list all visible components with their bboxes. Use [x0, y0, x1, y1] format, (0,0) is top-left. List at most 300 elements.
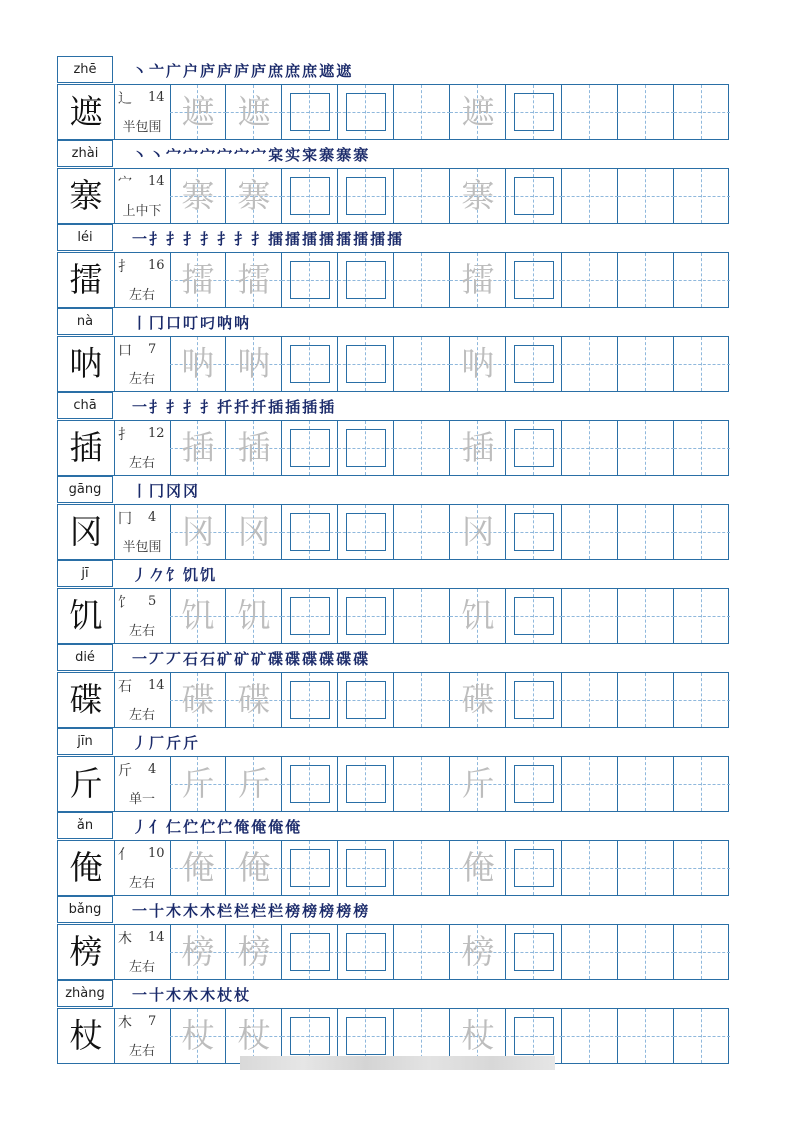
practice-cell[interactable]: [282, 505, 338, 559]
practice-cell[interactable]: [226, 169, 282, 223]
stroke-step: 杖: [234, 986, 251, 1004]
practice-cell[interactable]: [674, 337, 730, 391]
practice-cell[interactable]: [170, 169, 226, 223]
practice-cell[interactable]: [226, 505, 282, 559]
practice-cell[interactable]: [394, 169, 450, 223]
practice-cell[interactable]: [170, 589, 226, 643]
radical-label: 冂: [118, 511, 132, 527]
stroke-step: 插: [285, 398, 302, 416]
stroke-step: 一: [132, 986, 149, 1004]
inner-writing-box: [290, 261, 330, 299]
practice-cell[interactable]: [450, 505, 506, 559]
stroke-step: 庶: [268, 62, 285, 80]
practice-cell[interactable]: [618, 253, 674, 307]
model-character: 榜: [58, 925, 115, 979]
practice-cell[interactable]: [674, 673, 730, 727]
practice-cell[interactable]: [282, 253, 338, 307]
practice-row: [57, 420, 729, 476]
practice-cell[interactable]: [170, 421, 226, 475]
radical-label: 扌: [118, 427, 132, 443]
practice-row: [57, 840, 729, 896]
practice-cell[interactable]: [170, 253, 226, 307]
practice-cell[interactable]: [170, 337, 226, 391]
practice-cell[interactable]: [170, 673, 226, 727]
trace-character: 斤: [181, 764, 215, 803]
model-character: 呐: [58, 337, 115, 391]
stroke-step: 一: [132, 902, 149, 920]
practice-cell[interactable]: [562, 673, 618, 727]
stroke-step: 一: [132, 230, 149, 248]
practice-cell[interactable]: [394, 925, 450, 979]
practice-cell[interactable]: [618, 337, 674, 391]
practice-cell[interactable]: [450, 85, 506, 139]
pinyin-label: zhàng: [57, 980, 113, 1007]
stroke-step: 杖: [217, 986, 234, 1004]
practice-cell[interactable]: [618, 505, 674, 559]
stroke-step: 扌: [217, 230, 234, 248]
stroke-step: 庐: [217, 62, 234, 80]
trace-character: 遮: [181, 92, 215, 131]
practice-cell[interactable]: [282, 841, 338, 895]
practice-row: [57, 588, 729, 644]
practice-row: [57, 672, 729, 728]
practice-cell[interactable]: [450, 337, 506, 391]
character-info: [114, 1009, 171, 1063]
practice-cell[interactable]: [450, 421, 506, 475]
stroke-step: 扌: [183, 398, 200, 416]
practice-cell[interactable]: [674, 925, 730, 979]
stroke-step: 亠: [149, 62, 166, 80]
practice-cell[interactable]: [338, 841, 394, 895]
inner-writing-box: [514, 177, 554, 215]
practice-cell[interactable]: [450, 253, 506, 307]
stroke-step: 扌: [149, 230, 166, 248]
stroke-order-sequence: [132, 312, 251, 334]
model-character: 插: [58, 421, 115, 475]
practice-cell[interactable]: [562, 925, 618, 979]
model-character: 斤: [58, 757, 115, 811]
practice-cell[interactable]: [394, 589, 450, 643]
stroke-step: 遮: [319, 62, 336, 80]
practice-cell[interactable]: [282, 169, 338, 223]
inner-writing-box: [346, 933, 386, 971]
stroke-step: 木: [166, 986, 183, 1004]
stroke-step: 扌: [166, 398, 183, 416]
practice-cell[interactable]: [282, 421, 338, 475]
practice-cell[interactable]: [450, 1009, 506, 1063]
pinyin-label: dié: [57, 644, 113, 671]
practice-cell[interactable]: [506, 841, 562, 895]
trace-character: 斤: [237, 764, 271, 803]
trace-character: 冈: [461, 512, 495, 551]
trace-character: 俺: [237, 848, 271, 887]
inner-writing-box: [346, 849, 386, 887]
practice-cell[interactable]: [450, 673, 506, 727]
inner-writing-box: [290, 849, 330, 887]
practice-cell[interactable]: [338, 337, 394, 391]
stroke-step: 擂: [387, 230, 404, 248]
practice-cell[interactable]: [618, 673, 674, 727]
inner-writing-box: [290, 177, 330, 215]
practice-cell[interactable]: [394, 421, 450, 475]
practice-cell[interactable]: [170, 757, 226, 811]
radical-label: 扌: [118, 259, 132, 275]
inner-writing-box: [514, 597, 554, 635]
trace-character: 饥: [181, 596, 215, 635]
stroke-order-sequence: [132, 732, 200, 754]
stroke-step: 宀: [234, 146, 251, 164]
stroke-step: 冈: [183, 482, 200, 500]
inner-writing-box: [346, 345, 386, 383]
inner-writing-box: [346, 429, 386, 467]
practice-cell[interactable]: [226, 841, 282, 895]
practice-cell[interactable]: [618, 925, 674, 979]
practice-cell[interactable]: [562, 505, 618, 559]
stroke-step: 扌: [200, 398, 217, 416]
practice-cell[interactable]: [282, 925, 338, 979]
trace-character: 插: [461, 428, 495, 467]
stroke-step: 冂: [149, 314, 166, 332]
character-entry: [57, 728, 729, 812]
structure-label: 左右: [128, 708, 155, 723]
pinyin-label: léi: [57, 224, 113, 251]
structure-label: 左右: [128, 456, 155, 471]
stroke-step: 庶: [302, 62, 319, 80]
stroke-step: 碟: [353, 650, 370, 668]
practice-cell[interactable]: [618, 421, 674, 475]
stroke-step: 栏: [268, 902, 285, 920]
stroke-count: 14: [148, 174, 165, 189]
inner-writing-box: [514, 513, 554, 551]
practice-cell[interactable]: [674, 505, 730, 559]
model-character: 冈: [58, 505, 115, 559]
practice-cell[interactable]: [282, 85, 338, 139]
character-entry: [57, 644, 729, 728]
stroke-order-sequence: [132, 816, 302, 838]
practice-cell[interactable]: [394, 337, 450, 391]
stroke-order-sequence: [132, 648, 370, 670]
trace-character: 碟: [181, 680, 215, 719]
inner-writing-box: [514, 765, 554, 803]
practice-row: [57, 84, 729, 140]
trace-character: 斤: [461, 764, 495, 803]
practice-cell[interactable]: [674, 253, 730, 307]
character-info: [114, 673, 171, 727]
stroke-step: 扌: [166, 230, 183, 248]
practice-cell[interactable]: [674, 1009, 730, 1063]
stroke-step: 宀: [166, 146, 183, 164]
practice-cell[interactable]: [282, 589, 338, 643]
trace-character: 碟: [461, 680, 495, 719]
stroke-step: 扌: [183, 230, 200, 248]
stroke-step: 一: [132, 650, 149, 668]
practice-cell[interactable]: [618, 841, 674, 895]
trace-character: 榜: [461, 932, 495, 971]
trace-character: 擂: [237, 260, 271, 299]
inner-writing-box: [514, 261, 554, 299]
stroke-step: 丶: [132, 62, 149, 80]
inner-writing-box: [514, 93, 554, 131]
stroke-step: 宀: [200, 146, 217, 164]
stroke-step: 丿: [132, 734, 149, 752]
practice-cell[interactable]: [282, 673, 338, 727]
inner-writing-box: [514, 933, 554, 971]
inner-writing-box: [514, 681, 554, 719]
stroke-step: 实: [285, 146, 302, 164]
inner-writing-box: [290, 345, 330, 383]
footer-watermark-blurred: [240, 1056, 555, 1070]
practice-cell[interactable]: [282, 757, 338, 811]
practice-cell[interactable]: [170, 85, 226, 139]
practice-cell[interactable]: [282, 337, 338, 391]
practice-cell[interactable]: [674, 589, 730, 643]
practice-cell[interactable]: [618, 85, 674, 139]
pinyin-label: jī: [57, 560, 113, 587]
stroke-step: 寨: [319, 146, 336, 164]
practice-cell[interactable]: [226, 85, 282, 139]
practice-cell[interactable]: [450, 925, 506, 979]
model-character: 擂: [58, 253, 115, 307]
trace-character: 杖: [237, 1016, 271, 1055]
practice-cell[interactable]: [394, 85, 450, 139]
structure-label: 左右: [128, 1044, 155, 1059]
stroke-step: 广: [166, 62, 183, 80]
pinyin-label: zhài: [57, 140, 113, 167]
character-entry: [57, 476, 729, 560]
trace-character: 杖: [461, 1016, 495, 1055]
stroke-step: 矿: [234, 650, 251, 668]
stroke-step: 十: [149, 902, 166, 920]
practice-cell[interactable]: [170, 925, 226, 979]
practice-cell[interactable]: [170, 505, 226, 559]
pinyin-label: chā: [57, 392, 113, 419]
stroke-step: 𠂊: [149, 566, 166, 584]
practice-cell[interactable]: [338, 169, 394, 223]
practice-cell[interactable]: [450, 757, 506, 811]
pinyin-label: gāng: [57, 476, 113, 503]
practice-cell[interactable]: [506, 337, 562, 391]
trace-character: 呐: [461, 344, 495, 383]
stroke-count: 10: [148, 846, 165, 861]
practice-cell[interactable]: [226, 589, 282, 643]
practice-cell[interactable]: [506, 85, 562, 139]
practice-cell[interactable]: [226, 337, 282, 391]
practice-cell[interactable]: [506, 505, 562, 559]
trace-character: 榜: [181, 932, 215, 971]
trace-character: 擂: [181, 260, 215, 299]
practice-cell[interactable]: [506, 925, 562, 979]
practice-cell[interactable]: [450, 169, 506, 223]
stroke-step: 冈: [166, 482, 183, 500]
practice-cell[interactable]: [674, 841, 730, 895]
radical-label: 斤: [118, 763, 132, 779]
practice-cell[interactable]: [674, 757, 730, 811]
stroke-step: 木: [200, 986, 217, 1004]
stroke-step: 扦: [251, 398, 268, 416]
stroke-step: 榜: [302, 902, 319, 920]
stroke-step: 擂: [319, 230, 336, 248]
character-entry: [57, 980, 729, 1064]
practice-cell[interactable]: [562, 253, 618, 307]
practice-cell[interactable]: [338, 253, 394, 307]
stroke-step: 丆: [166, 650, 183, 668]
practice-cell[interactable]: [338, 757, 394, 811]
practice-cell[interactable]: [674, 169, 730, 223]
practice-cell[interactable]: [450, 841, 506, 895]
practice-cell[interactable]: [618, 169, 674, 223]
practice-cell[interactable]: [394, 505, 450, 559]
stroke-count: 14: [148, 930, 165, 945]
pinyin-label: nà: [57, 308, 113, 335]
character-info: [114, 85, 171, 139]
inner-writing-box: [290, 429, 330, 467]
stroke-step: 俺: [234, 818, 251, 836]
practice-cell[interactable]: [562, 85, 618, 139]
stroke-step: 宀: [217, 146, 234, 164]
character-entry: [57, 56, 729, 140]
practice-cell[interactable]: [562, 757, 618, 811]
stroke-step: 丆: [149, 650, 166, 668]
practice-cell[interactable]: [506, 253, 562, 307]
character-entry: [57, 392, 729, 476]
practice-cell[interactable]: [562, 589, 618, 643]
radical-label: 木: [118, 1015, 132, 1031]
stroke-step: 伫: [217, 818, 234, 836]
stroke-step: 插: [268, 398, 285, 416]
practice-cell[interactable]: [506, 757, 562, 811]
inner-writing-box: [514, 849, 554, 887]
stroke-step: 石: [200, 650, 217, 668]
practice-cell[interactable]: [506, 1009, 562, 1063]
stroke-step: 木: [166, 902, 183, 920]
character-entry: [57, 308, 729, 392]
stroke-step: 丶: [149, 146, 166, 164]
practice-cell[interactable]: [394, 757, 450, 811]
stroke-step: 宷: [302, 146, 319, 164]
structure-label: 半包围: [122, 540, 162, 555]
practice-cell[interactable]: [338, 85, 394, 139]
stroke-step: 宀: [183, 146, 200, 164]
stroke-step: 庐: [234, 62, 251, 80]
practice-cell[interactable]: [226, 253, 282, 307]
character-entry: [57, 896, 729, 980]
stroke-step: 呐: [217, 314, 234, 332]
practice-cell[interactable]: [394, 253, 450, 307]
stroke-step: 碟: [285, 650, 302, 668]
stroke-step: 扦: [234, 398, 251, 416]
stroke-step: 宲: [268, 146, 285, 164]
practice-cell[interactable]: [674, 421, 730, 475]
stroke-order-sequence: [132, 900, 370, 922]
stroke-order-sequence: [132, 480, 200, 502]
stroke-step: 寨: [353, 146, 370, 164]
practice-cell[interactable]: [618, 1009, 674, 1063]
pinyin-label: ǎn: [57, 812, 113, 839]
practice-cell[interactable]: [170, 841, 226, 895]
practice-cell[interactable]: [338, 589, 394, 643]
practice-cell[interactable]: [394, 673, 450, 727]
practice-cell[interactable]: [226, 421, 282, 475]
trace-character: 呐: [237, 344, 271, 383]
character-info: [114, 841, 171, 895]
stroke-step: 口: [166, 314, 183, 332]
practice-cell[interactable]: [226, 925, 282, 979]
practice-cell[interactable]: [338, 673, 394, 727]
practice-cell[interactable]: [562, 841, 618, 895]
trace-character: 遮: [461, 92, 495, 131]
practice-cell[interactable]: [562, 421, 618, 475]
practice-cell[interactable]: [338, 925, 394, 979]
stroke-count: 5: [148, 594, 157, 609]
practice-cell[interactable]: [282, 1009, 338, 1063]
stroke-order-sequence: [132, 396, 336, 418]
stroke-step: 榜: [285, 902, 302, 920]
structure-label: 左右: [128, 960, 155, 975]
stroke-order-sequence: [132, 984, 251, 1006]
practice-cell[interactable]: [450, 589, 506, 643]
character-entry: [57, 224, 729, 308]
inner-writing-box: [346, 261, 386, 299]
stroke-step: 木: [183, 902, 200, 920]
stroke-step: 扌: [234, 230, 251, 248]
stroke-step: 斤: [183, 734, 200, 752]
stroke-step: 仁: [166, 818, 183, 836]
stroke-step: 扌: [149, 398, 166, 416]
practice-cell[interactable]: [562, 337, 618, 391]
practice-cell[interactable]: [226, 1009, 282, 1063]
stroke-count: 14: [148, 678, 165, 693]
stroke-step: 擂: [285, 230, 302, 248]
practice-cell[interactable]: [674, 85, 730, 139]
stroke-step: 饥: [183, 566, 200, 584]
stroke-step: 俺: [268, 818, 285, 836]
stroke-step: 擂: [302, 230, 319, 248]
practice-cell[interactable]: [226, 757, 282, 811]
practice-cell[interactable]: [618, 757, 674, 811]
trace-character: 榜: [237, 932, 271, 971]
radical-label: 饣: [118, 595, 132, 611]
stroke-count: 4: [148, 510, 157, 525]
stroke-step: 伫: [183, 818, 200, 836]
practice-cell[interactable]: [506, 673, 562, 727]
practice-cell[interactable]: [394, 1009, 450, 1063]
practice-cell[interactable]: [338, 1009, 394, 1063]
stroke-step: 丨: [132, 314, 149, 332]
practice-cell[interactable]: [618, 589, 674, 643]
structure-label: 单一: [128, 792, 155, 807]
inner-writing-box: [290, 1017, 330, 1055]
stroke-step: 俺: [285, 818, 302, 836]
stroke-step: 栏: [234, 902, 251, 920]
character-info: [114, 589, 171, 643]
stroke-step: 一: [132, 398, 149, 416]
practice-cell[interactable]: [506, 589, 562, 643]
stroke-step: 榜: [353, 902, 370, 920]
practice-cell[interactable]: [338, 421, 394, 475]
practice-cell[interactable]: [394, 841, 450, 895]
stroke-step: 碟: [319, 650, 336, 668]
stroke-order-sequence: [132, 144, 370, 166]
practice-cell[interactable]: [562, 1009, 618, 1063]
practice-cell[interactable]: [506, 421, 562, 475]
practice-cell[interactable]: [226, 673, 282, 727]
practice-cell[interactable]: [506, 169, 562, 223]
practice-cell[interactable]: [170, 1009, 226, 1063]
stroke-step: 擂: [370, 230, 387, 248]
practice-cell[interactable]: [562, 169, 618, 223]
practice-cell[interactable]: [338, 505, 394, 559]
stroke-order-sequence: [132, 60, 353, 82]
